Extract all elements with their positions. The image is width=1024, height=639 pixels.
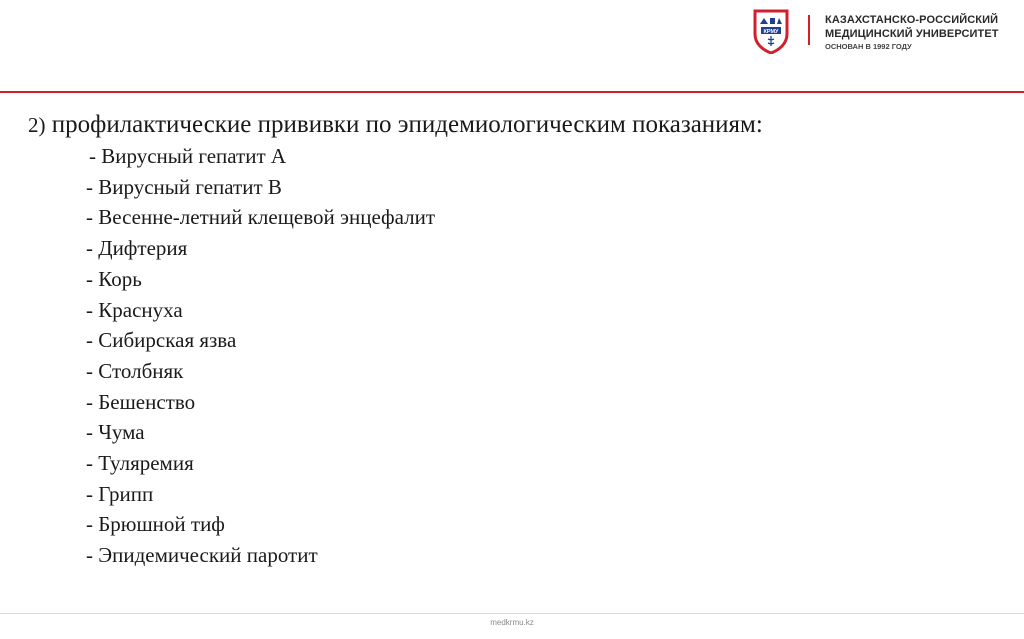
founded-caption: ОСНОВАН В 1992 ГОДУ — [825, 42, 912, 51]
list-item: - Эпидемический паротит — [86, 543, 318, 568]
emblem-label: КРМУ — [763, 29, 779, 35]
slide-header — [0, 0, 1024, 92]
footer-divider — [0, 613, 1024, 614]
slide-heading — [28, 109, 1008, 141]
heading-number: 2) — [28, 113, 46, 137]
list-item: - Брюшной тиф — [86, 512, 225, 537]
list-item: - Столбняк — [86, 358, 184, 383]
list-item: - Краснуха — [86, 297, 183, 322]
list-item: - Сибирская язва — [86, 328, 237, 353]
slide-content — [28, 109, 1008, 571]
header-divider — [0, 91, 1024, 93]
list-item: - Грипп — [86, 481, 154, 506]
list-item: - Бешенство — [86, 389, 196, 414]
university-emblem-icon — [751, 8, 791, 54]
list-item: - Чума — [86, 420, 145, 445]
vaccination-list — [28, 141, 1008, 571]
list-item: - Корь — [86, 266, 142, 291]
heading-text: профилактические прививки по эпидемиологическим показаниям: — [51, 111, 763, 138]
list-item: - Весенне-летний клещевой энцефалит — [86, 205, 436, 230]
list-item: - Туляремия — [86, 451, 194, 476]
university-name-line2: МЕДИЦИНСКИЙ УНИВЕРСИТЕТ — [825, 28, 999, 40]
list-item: - Вирусный гепатит А — [89, 144, 287, 168]
footer-site: medkrmu.kz — [490, 618, 534, 627]
university-name-block — [825, 13, 999, 53]
list-item: - Вирусный гепатит В — [86, 174, 282, 199]
logo-divider — [808, 15, 810, 45]
university-name-line1: КАЗАХСТАНСКО-РОССИЙСКИЙ — [825, 14, 999, 26]
list-item: - Дифтерия — [86, 236, 188, 261]
